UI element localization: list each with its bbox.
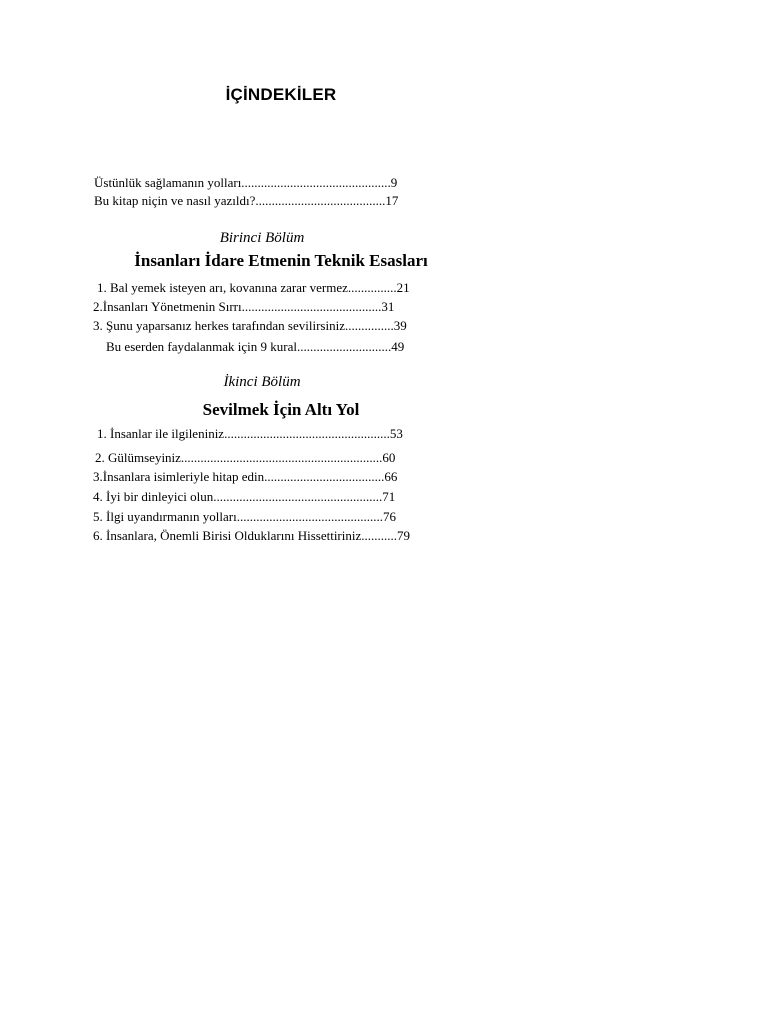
toc-entry: 2. Gülümseyiniz..............................................................60 — [95, 450, 396, 465]
page-title: İÇİNDEKİLER — [225, 85, 337, 104]
section-title-part2: Sevilmek İçin Altı Yol — [202, 400, 360, 419]
section-label-part1: Birinci Bölüm — [219, 230, 305, 246]
toc-entry: 1. Bal yemek isteyen arı, kovanına zarar vermez...............21 — [97, 280, 410, 295]
toc-entry: Bu kitap niçin ve nasıl yazıldı?........................................17 — [94, 193, 399, 208]
section-title-part1: İnsanları İdare Etmenin Teknik Esasları — [134, 251, 428, 270]
toc-entry: 4. İyi bir dinleyici olun....................................................71 — [93, 489, 396, 504]
toc-entry: Üstünlük sağlamanın yolları..............................................9 — [94, 175, 398, 190]
section-label-part2: İkinci Bölüm — [223, 374, 301, 390]
toc-entry: 2.İnsanları Yönetmenin Sırrı...........................................31 — [93, 299, 395, 314]
toc-entry: 3.İnsanlara isimleriyle hitap edin.....................................66 — [93, 469, 398, 484]
toc-entry: 1. İnsanlar ile ilgileniniz...................................................53 — [97, 426, 403, 441]
toc-entry: 3. Şunu yaparsanız herkes tarafından sevilirsiniz...............39 — [93, 318, 407, 333]
toc-entry: 5. İlgi uyandırmanın yolları.............................................76 — [93, 509, 396, 524]
toc-entry: 6. İnsanlara, Önemli Birisi Olduklarını Hissettiriniz...........79 — [93, 528, 411, 543]
toc-entry: Bu eserden faydalanmak için 9 kural.............................49 — [106, 339, 405, 354]
